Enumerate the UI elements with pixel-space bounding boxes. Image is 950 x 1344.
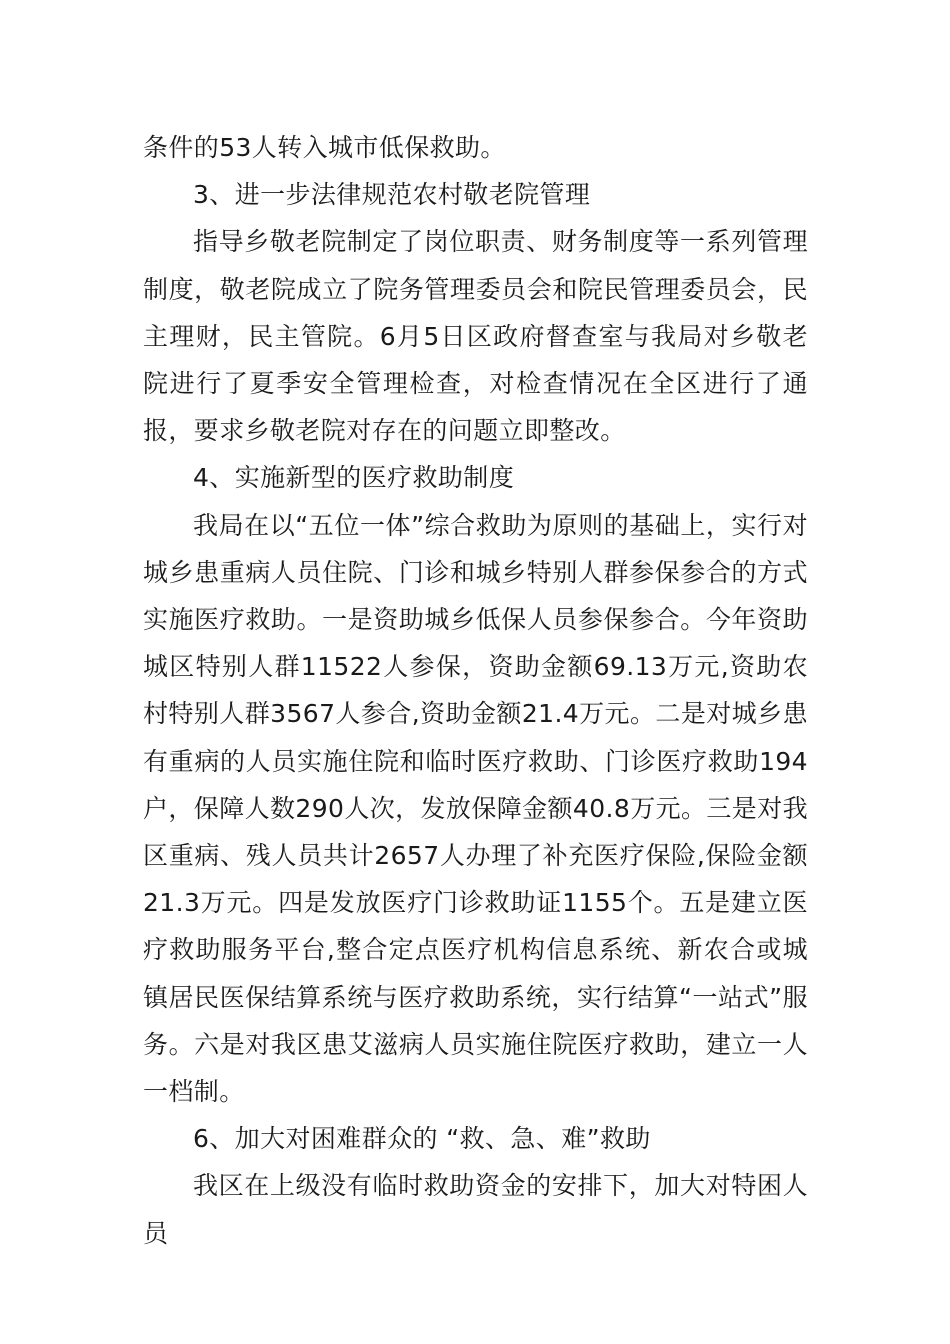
paragraph-medical-aid: 我局在以“五位一体”综合救助为原则的基础上，实行对城乡患重病人员住院、门诊和城乡特别人群参保参合的方式实施医疗救助。一是资助城乡低保人员参保参合。今年资助城区特别人群11522人参保，资助金额69.13万元,资助农村特别人群3567人参合,资助金额21.4万元。二是对城乡患有重病的人员实施住院和临时医疗救助、门诊医疗救助194户，保障人数290人次，发放保障金额40.8万元。三是对我区重病、残人员共计2657人办理了补充医疗保险,保险金额21.3万元。四是发放医疗门诊救助证1155个。五是建立医疗救助服务平台,整合定点医疗机构信息系统、新农合或城镇居民医保结算系统与医疗救助系统，实行结算“一站式”服务。六是对我区患艾滋病人员实施住院医疗救助，建立一人一档制。 (143, 510, 808, 1107)
paragraph-emergency-aid: 我区在上级没有临时救助资金的安排下，加大对特困人员 (143, 1171, 808, 1248)
document-body (143, 124, 808, 1257)
section-heading-6: 6、加大对困难群众的 “救、急、难”救助 (193, 1124, 651, 1154)
paragraph-nursing-home: 指导乡敬老院制定了岗位职责、财务制度等一系列管理制度，敬老院成立了院务管理委员会和院民管理委员会，民主理财，民主管院。6月5日区政府督查室与我局对乡敬老院进行了夏季安全管理检查，对检查情况在全区进行了通报，要求乡敬老院对存在的问题立即整改。 (143, 227, 808, 446)
section-heading-3: 3、进一步法律规范农村敬老院管理 (193, 180, 591, 210)
section-heading-4: 4、实施新型的医疗救助制度 (193, 463, 515, 493)
paragraph-1: 条件的53人转入城市低保救助。 (143, 133, 506, 162)
